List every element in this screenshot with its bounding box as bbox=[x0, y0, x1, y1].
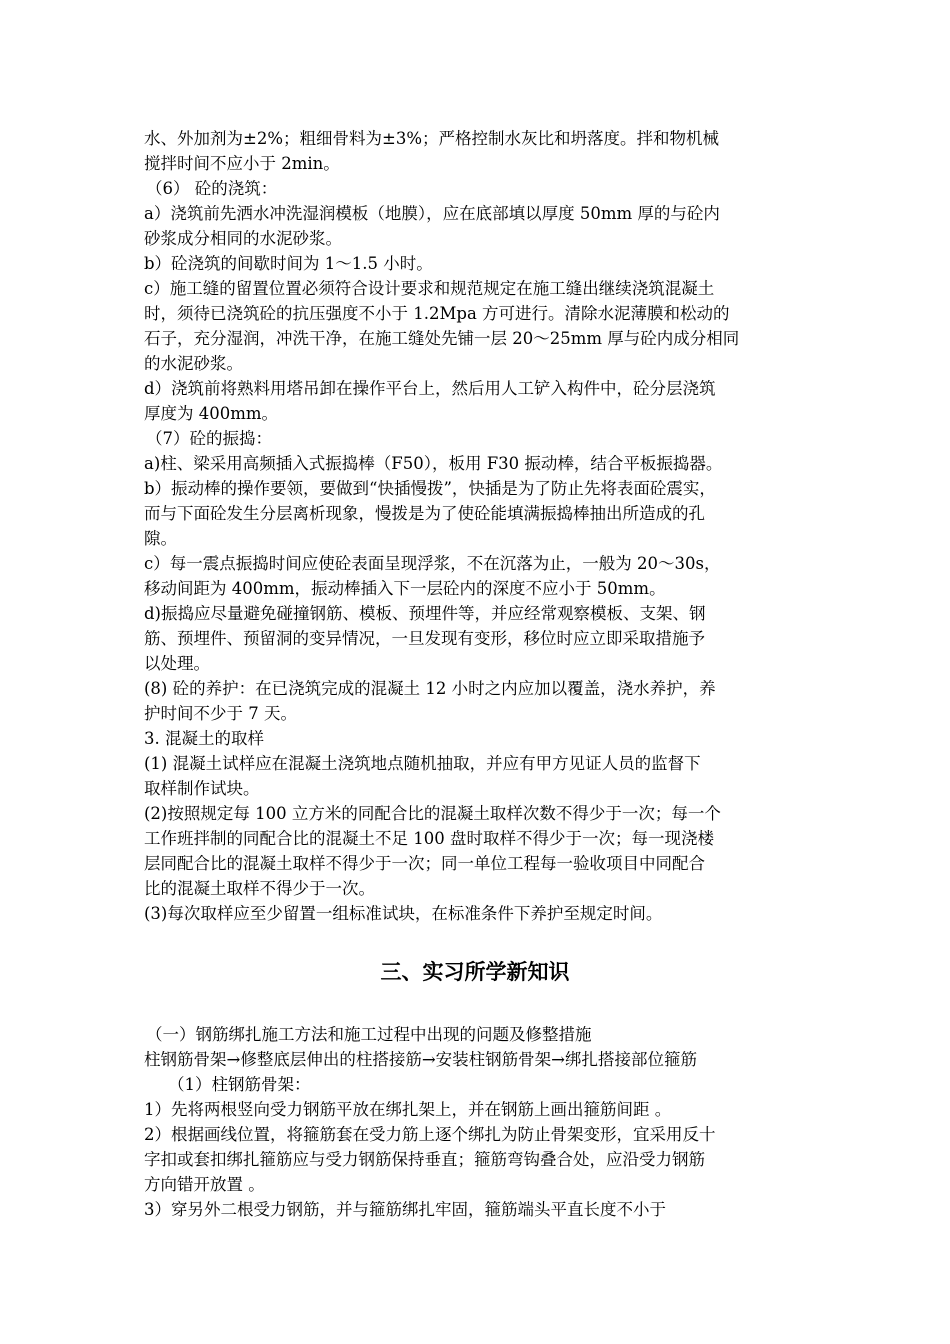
body-text-upper bbox=[144, 126, 834, 926]
subsection-heading: （6） 砼的浇筑： bbox=[146, 179, 278, 198]
subsection-heading: （7）砼的振捣： bbox=[146, 429, 272, 448]
text-line: 水、外加剂为±2%；粗细骨料为±3%；严格控制水灰比和坍落度。拌和物机械 bbox=[144, 129, 720, 148]
subsection-heading: 3. 混凝土的取样 bbox=[144, 729, 264, 748]
text-line: (1) 混凝土试样应在混凝土浇筑地点随机抽取，并应有甲方见证人员的监督下 bbox=[144, 754, 701, 773]
text-line: 的水泥砂浆。 bbox=[144, 354, 243, 373]
text-line: b）振动棒的操作要领，要做到“快插慢拨”，快插是为了防止先将表面砼震实， bbox=[144, 479, 716, 498]
text-line: (2)按照规定每 100 立方米的同配合比的混凝土取样次数不得少于一次；每一个 bbox=[144, 804, 721, 823]
text-line: 取样制作试块。 bbox=[144, 779, 260, 798]
text-line: 字扣或套扣绑扎箍筋应与受力钢筋保持垂直；箍筋弯钩叠合处，应沿受力钢筋 bbox=[144, 1150, 705, 1169]
text-line: b）砼浇筑的间歇时间为 1～1.5 小时。 bbox=[144, 254, 433, 273]
text-line: 2）根据画线位置，将箍筋套在受力筋上逐个绑扎为防止骨架变形，宜采用反十 bbox=[144, 1125, 716, 1144]
text-line: 厚度为 400mm。 bbox=[144, 404, 279, 423]
text-line: 石子，充分湿润，冲洗干净，在施工缝处先铺一层 20～25mm 厚与砼内成分相同 bbox=[144, 329, 740, 348]
text-line: 移动间距为 400mm，振动棒插入下一层砼内的深度不应小于 50mm。 bbox=[144, 579, 666, 598]
text-line: 砂浆成分相同的水泥砂浆。 bbox=[144, 229, 342, 248]
text-line: c）每一震点振捣时间应使砼表面呈现浮浆，不在沉落为止，一般为 20～30s， bbox=[144, 554, 721, 573]
text-line: a)柱、梁采用高频插入式振捣棒（F50），板用 F30 振动棒，结合平板振捣器。 bbox=[144, 454, 723, 473]
text-line: 搅拌时间不应小于 2min。 bbox=[144, 154, 340, 173]
text-line: a）浇筑前先洒水冲洗湿润模板（地膜），应在底部填以厚度 50mm 厚的与砼内 bbox=[144, 204, 720, 223]
body-text-lower bbox=[144, 1022, 834, 1222]
text-line: 而与下面砼发生分层离析现象，慢拨是为了使砼能填满振捣棒抽出所造成的孔 bbox=[144, 504, 705, 523]
text-line: 方向错开放置 。 bbox=[144, 1175, 265, 1194]
text-line: (8) 砼的养护：在已浇筑完成的混凝土 12 小时之内应加以覆盖，浇水养护，养 bbox=[144, 679, 716, 698]
section-heading: 三、实习所学新知识 bbox=[380, 960, 570, 984]
text-line: c）施工缝的留置位置必须符合设计要求和规范规定在施工缝出继续浇筑混凝土 bbox=[144, 279, 715, 298]
text-line: 比的混凝土取样不得少于一次。 bbox=[144, 879, 375, 898]
text-line: (3)每次取样应至少留置一组标准试块，在标准条件下养护至规定时间。 bbox=[144, 904, 663, 923]
text-line: d)振捣应尽量避免碰撞钢筋、模板、预埋件等，并应经常观察模板、支架、钢 bbox=[144, 604, 706, 623]
text-line: d）浇筑前将熟料用塔吊卸在操作平台上，然后用人工铲入构件中，砼分层浇筑 bbox=[144, 379, 716, 398]
text-line: 护时间不少于 7 天。 bbox=[144, 704, 297, 723]
text-line: 3）穿另外二根受力钢筋，并与箍筋绑扎牢固，箍筋端头平直长度不小于 bbox=[144, 1200, 666, 1219]
text-line: 隙。 bbox=[144, 529, 177, 548]
text-line: 工作班拌制的同配合比的混凝土不足 100 盘时取样不得少于一次；每一现浇楼 bbox=[144, 829, 714, 848]
text-line: 时，须待已浇筑砼的抗压强度不小于 1.2Mpa 方可进行。清除水泥薄膜和松动的 bbox=[144, 304, 730, 323]
text-line: 柱钢筋骨架→修整底层伸出的柱搭接筋→安装柱钢筋骨架→绑扎搭接部位箍筋 bbox=[144, 1050, 697, 1069]
text-line: 筋、预埋件、预留洞的变异情况，一旦发现有变形，移位时应立即采取措施予 bbox=[144, 629, 705, 648]
text-line: 层同配合比的混凝土取样不得少于一次；同一单位工程每一验收项目中同配合 bbox=[144, 854, 705, 873]
subsection-heading: （一）钢筋绑扎施工方法和施工过程中出现的问题及修整措施 bbox=[146, 1025, 592, 1044]
text-line: 以处理。 bbox=[144, 654, 210, 673]
text-line: 1）先将两根竖向受力钢筋平放在绑扎架上，并在钢筋上画出箍筋间距 。 bbox=[144, 1100, 672, 1119]
subsection-heading: （1）柱钢筋骨架： bbox=[168, 1075, 311, 1094]
